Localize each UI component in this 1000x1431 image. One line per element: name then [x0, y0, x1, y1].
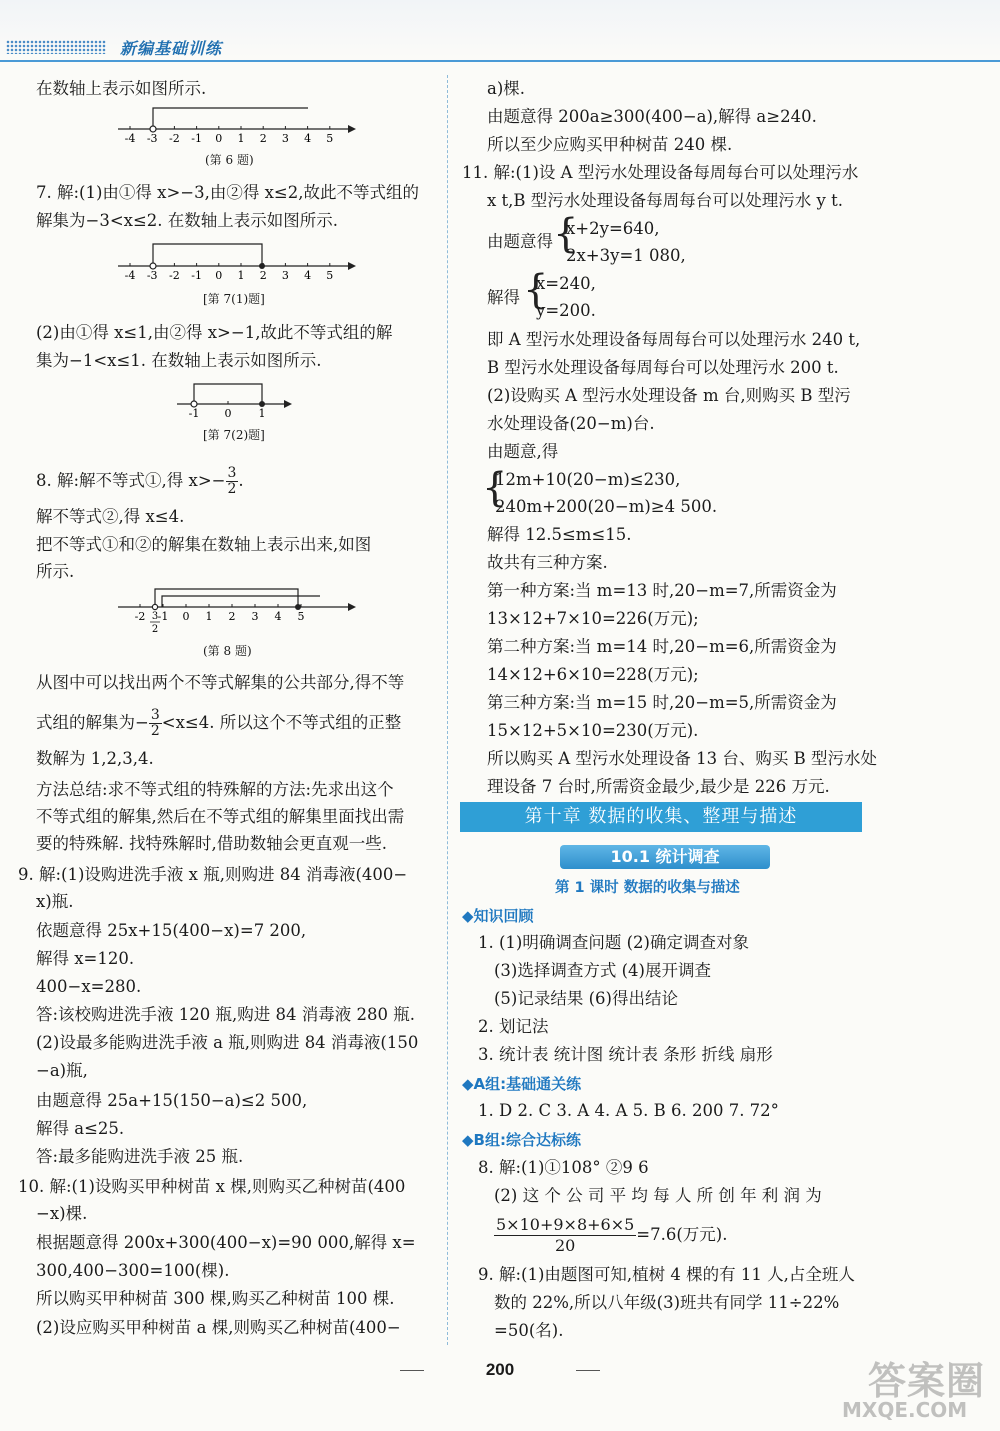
text-line: 由题意得 25a+15(150−a)≤2 500,	[36, 1091, 308, 1110]
text-line: 所以购买 A 型污水处理设备 13 台、购买 B 型污水处	[487, 749, 878, 768]
header-rule	[0, 60, 1000, 62]
tick-label: 5	[297, 610, 305, 623]
text-line: 在数轴上表示如图所示.	[36, 79, 207, 98]
text-line: (2)设购买 A 型污水处理设备 m 台,则购买 B 型污	[487, 386, 851, 405]
text-line: =50(名).	[494, 1321, 564, 1340]
text-line: (5)记录结果 (6)得出结论	[494, 989, 678, 1008]
text-line: (2)设应购买甲种树苗 a 棵,则购买乙种树苗(400−	[36, 1318, 401, 1337]
number-line-q6	[110, 100, 360, 150]
fraction-line: $\frac{5\times 10+9\times 8+6\times 5}{20}$ =7.6(万元).	[496, 1215, 728, 1255]
text-line: 依题意得 25x+15(400−x)=7 200,	[36, 921, 307, 940]
tick-label: -1	[188, 407, 200, 420]
equation: x+2y=640,	[566, 219, 660, 238]
tick-label: 5	[326, 132, 334, 145]
tick-label: 5	[326, 269, 334, 282]
tick-label: 3	[281, 269, 289, 282]
tick-label: -4	[124, 132, 136, 145]
text-line: 第二种方案:当 m=14 时,20−m=6,所需资金为	[487, 637, 837, 656]
text-line: (2) 这 个 公 司 平 均 每 人 所 创 年 利 润 为	[494, 1186, 822, 1205]
text-line: 8. 解:(1)①108° ②9 6	[478, 1158, 649, 1177]
tick-label: 4	[304, 132, 312, 145]
fraction: $\frac{3}{2}$	[150, 707, 160, 739]
tick-label: -2	[169, 132, 180, 145]
text-line: 式组的解集为− $\frac{3}{2}$ <x≤4. 所以这个不等式组的正整	[36, 707, 402, 739]
text-line: 7. 解:(1)由①得 x>−3,由②得 x≤2,故此不等式组的	[36, 183, 419, 202]
tick-label: 0	[182, 610, 190, 623]
page-number-dash	[576, 1370, 600, 1371]
text-line: x)瓶.	[36, 892, 74, 911]
text-line: 9. 解:(1)设购进洗手液 x 瓶,则购进 84 消毒液(400−	[18, 865, 408, 884]
text-line: 第一种方案:当 m=13 时,20−m=7,所需资金为	[487, 581, 837, 600]
text-line: 8. 解:解不等式①,得 x>− $\frac{3}{2}$ .	[36, 465, 244, 497]
system-brace: {	[482, 465, 508, 511]
equation: x=240,	[536, 274, 596, 293]
watermark-url: MXQE.COM	[842, 1398, 968, 1422]
text-line: 数解为 1,2,3,4.	[36, 749, 154, 768]
text-line: 根据题意得 200x+300(400−x)=90 000,解得 x=	[36, 1233, 416, 1252]
text-line: x t,B 型污水处理设备每周每台可以处理污水 y t.	[487, 191, 843, 210]
tick-label: 4	[274, 610, 282, 623]
equation: y=200.	[536, 301, 596, 320]
text-line: 9. 解:(1)由题图可知,植树 4 棵的有 11 人,占全班人	[478, 1265, 855, 1284]
system-brace: {	[523, 267, 549, 313]
tick-label: 2	[259, 132, 267, 145]
tick-label: -2	[169, 269, 180, 282]
number-line-q8	[110, 585, 360, 641]
text-line: 所以至少应购买甲种树苗 240 棵.	[487, 135, 733, 154]
text-line: 要的特殊解. 找特殊解时,借助数轴会更直观一些.	[36, 834, 387, 853]
knowledge-review-heading: ◆知识回顾	[462, 907, 534, 925]
text-line: 解得 12.5≤m≤15.	[487, 525, 632, 544]
text-line: 300,400−300=100(棵).	[36, 1261, 230, 1280]
text-line: 即 A 型污水处理设备每周每台可以处理污水 240 t,	[487, 330, 861, 349]
text-line: 理设备 7 台时,所需资金最少,最少是 226 万元.	[487, 777, 830, 796]
tick-label: 0	[215, 269, 223, 282]
text-line: 11. 解:(1)设 A 型污水处理设备每周每台可以处理污水	[462, 163, 859, 182]
figure-caption: [第 7(1)题]	[203, 292, 265, 306]
tick-label: 0	[215, 132, 223, 145]
half-tick-label-den: 2	[151, 624, 159, 635]
text-line: 解得 a≤25.	[36, 1119, 125, 1138]
text-line: 3. 统计表 统计图 统计表 条形 折线 扇形	[478, 1045, 773, 1064]
column-divider	[447, 75, 448, 1345]
equation: 2x+3y=1 080,	[566, 246, 686, 265]
tick-label: -1	[191, 269, 202, 282]
chapter-title: 第十章 数据的收集、整理与描述	[460, 802, 862, 832]
half-tick-label-num: 3	[151, 611, 159, 622]
text-line: 水处理设备(20−m)台.	[487, 414, 655, 433]
tick-label: 0	[224, 407, 232, 420]
group-a-heading: ◆A组:基础通关练	[462, 1075, 582, 1093]
tick-label: -1	[191, 132, 202, 145]
text-line: (3)选择调查方式 (4)展开调查	[494, 961, 711, 980]
tick-label: -1	[157, 610, 169, 623]
text-line: 由题意,得	[487, 442, 559, 461]
tick-label: 3	[281, 132, 289, 145]
text-line: 解不等式②,得 x≤4.	[36, 507, 185, 526]
text-line: B 型污水处理设备每周每台可以处理污水 200 t.	[487, 358, 839, 377]
fraction: $\frac{3}{2}$	[227, 465, 237, 497]
section-title: 10.1 统计调查	[560, 845, 770, 869]
text-line: 2. 划记法	[478, 1017, 549, 1036]
text-line: 集为−1<x≤1. 在数轴上表示如图所示.	[36, 351, 322, 370]
text-line: 13×12+7×10=226(万元);	[487, 609, 699, 628]
text-line: (2)设最多能购进洗手液 a 瓶,则购进 84 消毒液(150	[36, 1033, 419, 1052]
text-line: −a)瓶,	[36, 1061, 88, 1080]
tick-label: -3	[146, 132, 158, 145]
tick-label: 1	[258, 407, 266, 420]
text-line: 答:该校购进洗手液 120 瓶,购进 84 消毒液 280 瓶.	[36, 1005, 416, 1024]
watermark-logo: 答案圈	[868, 1359, 986, 1403]
fraction: $\frac{5\times 10+9\times 8+6\times 5}{20}$	[496, 1215, 635, 1255]
tick-label: -2	[134, 610, 146, 623]
text-line: 400−x=280.	[36, 977, 142, 996]
system-brace: {	[553, 211, 579, 257]
text-line: 所以购买甲种树苗 300 棵,购买乙种树苗 100 棵.	[36, 1289, 395, 1308]
equation: 240m+200(20−m)≥4 500.	[495, 497, 718, 516]
text-line: 第三种方案:当 m=15 时,20−m=5,所需资金为	[487, 693, 837, 712]
text-line: 从图中可以找出两个不等式解集的公共部分,得不等	[36, 673, 405, 692]
header-title: 新编基础训练	[120, 39, 223, 58]
number-line-q7-2	[172, 374, 297, 424]
text-line: 10. 解:(1)设购买甲种树苗 x 棵,则购买乙种树苗(400	[18, 1177, 406, 1196]
tick-label: 4	[304, 269, 312, 282]
tick-label: 3	[251, 610, 259, 623]
text-line: 把不等式①和②的解集在数轴上表示出来,如图	[36, 535, 372, 554]
text-line: (2)由①得 x≤1,由②得 x>−1,故此不等式组的解	[36, 323, 393, 342]
tick-label: 2	[259, 269, 267, 282]
text-line: 故共有三种方案.	[487, 553, 608, 572]
text-line: a)棵.	[487, 79, 526, 98]
text-line: 14×12+6×10=228(万元);	[487, 665, 699, 684]
text-line: 数的 22%,所以八年级(3)班共有同学 11÷22%	[494, 1293, 840, 1312]
group-b-heading: ◆B组:综合达标练	[462, 1131, 581, 1149]
figure-caption: (第 8 题)	[203, 644, 252, 658]
equation: 12m+10(20−m)≤230,	[495, 470, 681, 489]
text-line: 由题意得 200a≥300(400−a),解得 a≥240.	[487, 107, 817, 126]
number-line-q7-1	[110, 236, 360, 286]
tick-label: 1	[205, 610, 213, 623]
tick-label: 2	[228, 610, 236, 623]
tick-label: -3	[146, 269, 158, 282]
tick-label: -4	[124, 269, 136, 282]
text-line: 解得	[487, 288, 520, 307]
text-line: 解集为−3<x≤2. 在数轴上表示如图所示.	[36, 211, 339, 230]
text-line: 15×12+5×10=230(万元).	[487, 721, 699, 740]
header-dot-pattern	[6, 40, 106, 54]
text-line: 1. (1)明确调查问题 (2)确定调查对象	[478, 933, 749, 952]
figure-caption: [第 7(2)题]	[203, 428, 265, 442]
figure-caption: (第 6 题)	[205, 153, 254, 167]
text-line: 不等式组的解集,然后在不等式组的解集里面找出需	[36, 807, 405, 826]
method-summary: 方法总结:求不等式组的特殊解的方法:先求出这个	[36, 780, 394, 799]
text-line: 1. D 2. C 3. A 4. A 5. B 6. 200 7. 72°	[478, 1101, 779, 1120]
text-line: 由题意得	[487, 232, 553, 251]
text-line: 解得 x=120.	[36, 949, 135, 968]
page-number: 200	[485, 1360, 515, 1379]
tick-label: 1	[237, 269, 245, 282]
tick-label: 1	[237, 132, 245, 145]
lesson-title: 第 1 课时 数据的收集与描述	[555, 880, 740, 896]
text-line: 答:最多能购进洗手液 25 瓶.	[36, 1147, 244, 1166]
text-line: −x)棵.	[36, 1204, 88, 1223]
text-line: 所示.	[36, 562, 75, 581]
